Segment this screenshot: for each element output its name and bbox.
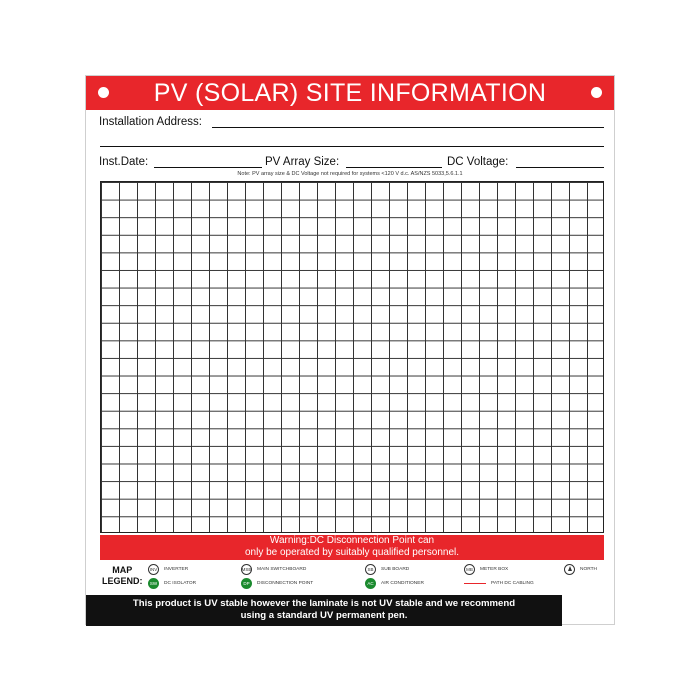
main-switchboard-icon: MSB <box>241 564 252 575</box>
header-banner <box>86 76 614 110</box>
uv-notice-footer <box>86 595 562 626</box>
mounting-hole-right <box>591 87 602 98</box>
installation-address-label: Installation Address: <box>99 116 202 128</box>
installation-address-line-2[interactable] <box>100 146 604 147</box>
legend-label: DC ISOLATOR <box>164 581 197 586</box>
legend-item-dc-isolator <box>148 578 196 589</box>
pv-site-information-sign <box>85 75 615 625</box>
sub-board-icon: SB <box>365 564 376 575</box>
legend-item-disconnection-point <box>241 578 313 589</box>
footer-line-2: using a standard UV permanent pen. <box>240 610 408 621</box>
air-conditioner-icon: AC <box>365 578 376 589</box>
sign-title: PV (SOLAR) SITE INFORMATION <box>153 79 547 107</box>
dc-warning-banner <box>100 535 604 560</box>
legend-item-air-conditioner <box>365 578 424 589</box>
dc-cabling-line-icon <box>464 583 486 584</box>
legend-label: AIR CONDITIONER <box>381 581 424 586</box>
legend-label: MAIN SWITCHBOARD <box>257 567 307 572</box>
inverter-icon: INV <box>148 564 159 575</box>
inst-date-line[interactable] <box>154 167 262 168</box>
map-legend-title <box>102 565 143 587</box>
dc-voltage-label: DC Voltage: <box>447 156 509 168</box>
meter-box-icon: MB <box>464 564 475 575</box>
dc-isolator-icon: SW <box>148 578 159 589</box>
standards-note: Note: PV array size & DC Voltage not required for systems <120 V d.c. AS/NZS 5033,5.6.1.1 <box>237 171 463 177</box>
legend-label: METER BOX <box>480 567 509 572</box>
pv-array-size-line[interactable] <box>346 167 442 168</box>
inst-date-label: Inst.Date: <box>99 156 149 168</box>
legend-item-meter-box <box>464 564 508 575</box>
legend-label: DISCONNECTION POINT <box>257 581 314 586</box>
legend-label: PATH DC CABLING <box>491 581 534 586</box>
legend-title-line-2: LEGEND: <box>102 576 143 586</box>
footer-line-1: This product is UV stable however the laminate is not UV stable and we recommend <box>132 598 516 609</box>
legend-item-north <box>564 564 597 575</box>
legend-item-sub-board <box>365 564 409 575</box>
legend-item-inverter <box>148 564 188 575</box>
legend-item-main-switchboard <box>241 564 306 575</box>
warning-line-2: only be operated by suitably qualified personnel. <box>244 547 460 558</box>
disconnection-point-icon: DP <box>241 578 252 589</box>
legend-item-dc-cabling-path <box>464 581 534 586</box>
legend-label: INVERTER <box>164 567 189 572</box>
legend-label: SUB BOARD <box>381 567 410 572</box>
legend-title-line-1: MAP <box>112 565 133 575</box>
legend-label: NORTH <box>580 567 597 572</box>
dc-voltage-line[interactable] <box>516 167 604 168</box>
pv-array-size-label: PV Array Size: <box>265 156 340 168</box>
north-arrow-icon <box>564 564 575 575</box>
installation-address-line[interactable] <box>212 127 604 128</box>
warning-line-1: Warning:DC Disconnection Point can <box>269 535 435 546</box>
site-map-grid[interactable] <box>100 181 604 533</box>
